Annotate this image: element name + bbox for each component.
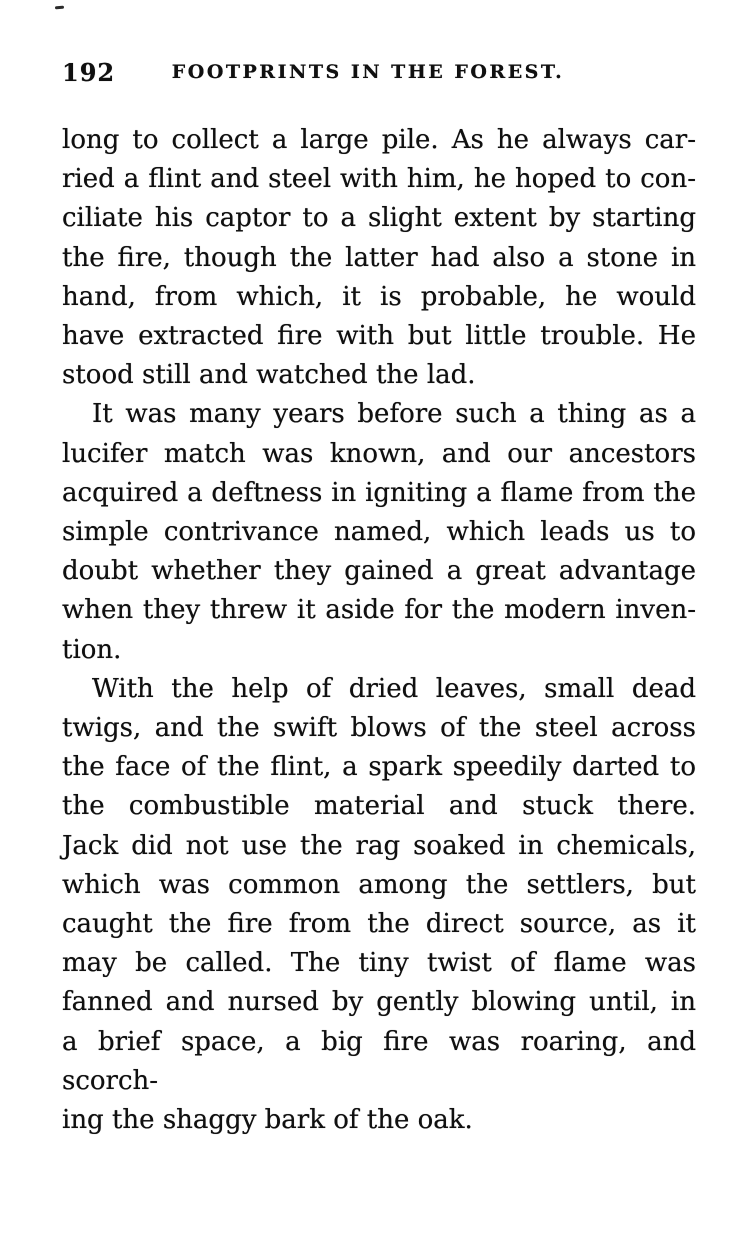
text-line: stood still and watched the lad. [62,360,476,391]
text-line: when they threw it aside for the modern inven- [62,595,696,626]
text-line: With the help of dried leaves, small dead [92,673,696,704]
text-line: ried a flint and steel with him, he hoped to con- [62,164,696,195]
text-line: may be called. The tiny twist of flame was [62,948,696,979]
page-header [0,58,736,90]
text-line: a brief space, a big fire was roaring, and scorch- [62,1026,696,1096]
text-line: have extracted fire with but little trouble. He [62,321,696,352]
running-header-title: FOOTPRINTS IN THE FOREST. [171,61,565,83]
page-body-text [62,121,696,1140]
text-line: twigs, and the swift blows of the steel across [62,713,696,744]
text-line: the face of the flint, a spark speedily darted to [62,752,696,783]
text-line: long to collect a large pile. As he always car- [62,125,696,155]
text-line: Jack did not use the rag soaked in chemicals, [62,830,696,861]
text-line: the combustible material and stuck there. [62,791,696,822]
text-line: It was many years before such a thing as a [92,399,696,430]
text-line: ciliate his captor to a slight extent by starting [62,203,696,234]
text-line: caught the fire from the direct source, as it [62,909,696,940]
text-line: lucifer match was known, and our ancestors [62,438,696,469]
text-line: ing the shaggy bark of the oak. [62,1105,473,1136]
page-number: 192 [62,58,116,87]
text-line: which was common among the settlers, but [62,869,696,900]
text-line: hand, from which, it is probable, he would [62,281,696,312]
text-line: fanned and nursed by gently blowing until, in [62,987,696,1018]
scan-artifact-mark [55,6,64,10]
text-line: simple contrivance named, which leads us to [62,517,696,548]
text-line: acquired a deftness in igniting a flame from the [62,477,696,508]
text-line: the fire, though the latter had also a stone in [62,242,696,273]
text-line: doubt whether they gained a great advantage [62,556,696,587]
text-line: tion. [62,634,122,665]
